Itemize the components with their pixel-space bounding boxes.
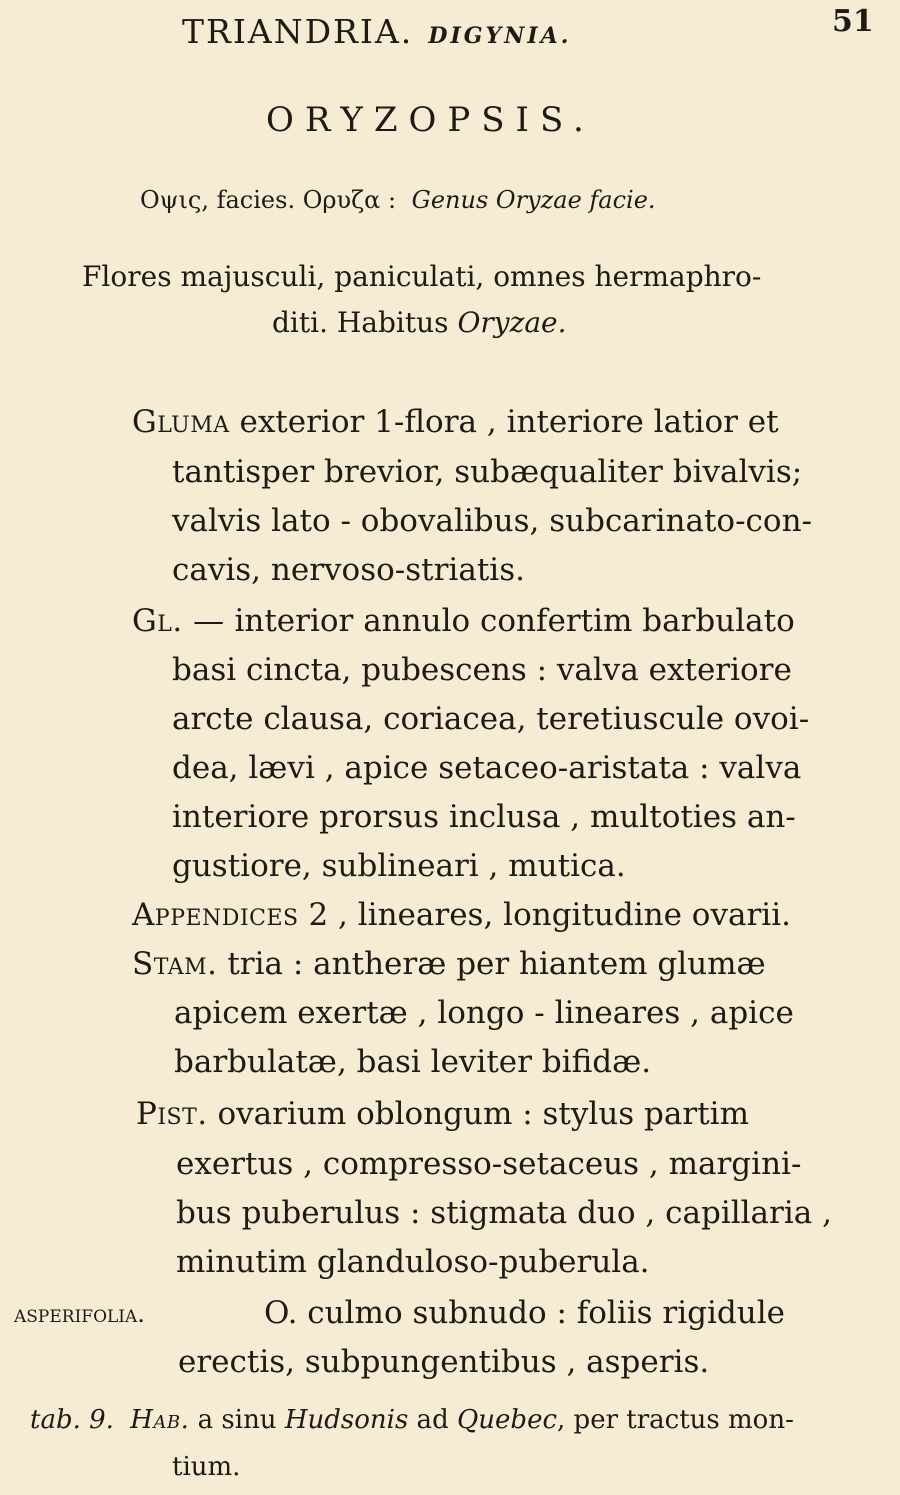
hab-text-c: , per tractus mon- — [557, 1405, 794, 1435]
hab-text-a: a sinu — [189, 1405, 285, 1435]
description-line-2 — [272, 306, 567, 339]
hab-text-b: ad — [408, 1405, 457, 1435]
gl-line-6: gustiore, sublineari , mutica. — [172, 848, 626, 884]
description-line-1: Flores majusculi, paniculati, omnes hermaphro- — [82, 260, 762, 293]
pist-line-4: minutim glanduloso-puberula. — [176, 1244, 650, 1280]
pist-line-2: exertus , compresso-setaceus , margini- — [176, 1146, 802, 1182]
gl-line-3: arcte clausa, coriacea, teretiuscule ovoi- — [172, 701, 810, 737]
gl-label: Gl. — — [132, 603, 225, 639]
running-title: TRIANDRIA. — [182, 12, 414, 51]
gluma-line-1 — [132, 398, 779, 447]
species-margin-name: asperifolia. — [14, 1300, 145, 1328]
gluma-line-3: valvis lato - obovalibus, subcarinato-con- — [172, 503, 813, 539]
gluma-line-4: cavis, nervoso-striatis. — [172, 552, 525, 588]
description-oryzae: Oryzae. — [457, 306, 567, 339]
appendices-label: Appendices — [132, 897, 299, 933]
habitat-line-2: tium. — [172, 1452, 241, 1482]
pist-label: Pist. — [136, 1096, 208, 1132]
stam-text-1: tria : antheræ per hiantem glumæ — [217, 946, 766, 982]
running-subtitle: DIGYNIA. — [428, 23, 572, 49]
hab-place-hudsonis: Hudsonis — [284, 1405, 409, 1435]
etym-sep: : — [380, 186, 397, 214]
appendices-line — [132, 891, 791, 940]
stam-line-3: barbulatæ, basi leviter bifidæ. — [174, 1044, 652, 1080]
hab-label: Hab. — [130, 1405, 190, 1435]
gl-line-1 — [132, 597, 795, 646]
etym-gloss: Genus Oryzae facie. — [411, 186, 656, 214]
etymology-line — [140, 186, 656, 214]
appendices-text: 2 , lineares, longitudine ovarii. — [298, 897, 791, 933]
species-line-2: erectis, subpungentibus , asperis. — [178, 1344, 710, 1380]
stam-line-2: apicem exertæ , longo - lineares , apice — [174, 995, 794, 1031]
gl-line-2: basi cincta, pubescens : valva exteriore — [172, 652, 792, 688]
tab-reference: tab. 9. — [30, 1405, 114, 1435]
etym-facies: , facies. — [201, 186, 296, 214]
gl-line-5: interiore prorsus inclusa , multoties an- — [172, 799, 796, 835]
gluma-line-2: tantisper brevior, subæqualiter bivalvis; — [172, 454, 803, 490]
gluma-text-1: exterior 1-flora , interiore latior et — [229, 404, 779, 440]
species-line-1: O. culmo subnudo : foliis rigidule — [264, 1295, 785, 1331]
gluma-label: Gluma — [132, 404, 230, 440]
gl-line-4: dea, lævi , apice setaceo-aristata : valva — [172, 750, 802, 786]
stam-label: Stam. — [132, 946, 218, 982]
hab-place-quebec: Quebec — [456, 1405, 558, 1435]
etym-greek-opsis: Οψις — [140, 186, 202, 214]
stam-line-1 — [132, 940, 766, 989]
pist-line-3: bus puberulus : stigmata duo , capillaria , — [176, 1195, 832, 1231]
habitat-line-1 — [30, 1405, 794, 1435]
description-text: diti. Habitus — [272, 306, 458, 339]
gl-text-1: interior annulo confertim barbulato — [224, 603, 795, 639]
pist-line-1 — [136, 1090, 749, 1139]
genus-title: ORYZOPSIS. — [266, 100, 595, 140]
etym-greek-oryza: Ορυζα — [302, 186, 381, 214]
page-number: 51 — [832, 4, 874, 39]
pist-text-1: ovarium oblongum : stylus partim — [207, 1096, 749, 1132]
running-head — [182, 12, 571, 51]
